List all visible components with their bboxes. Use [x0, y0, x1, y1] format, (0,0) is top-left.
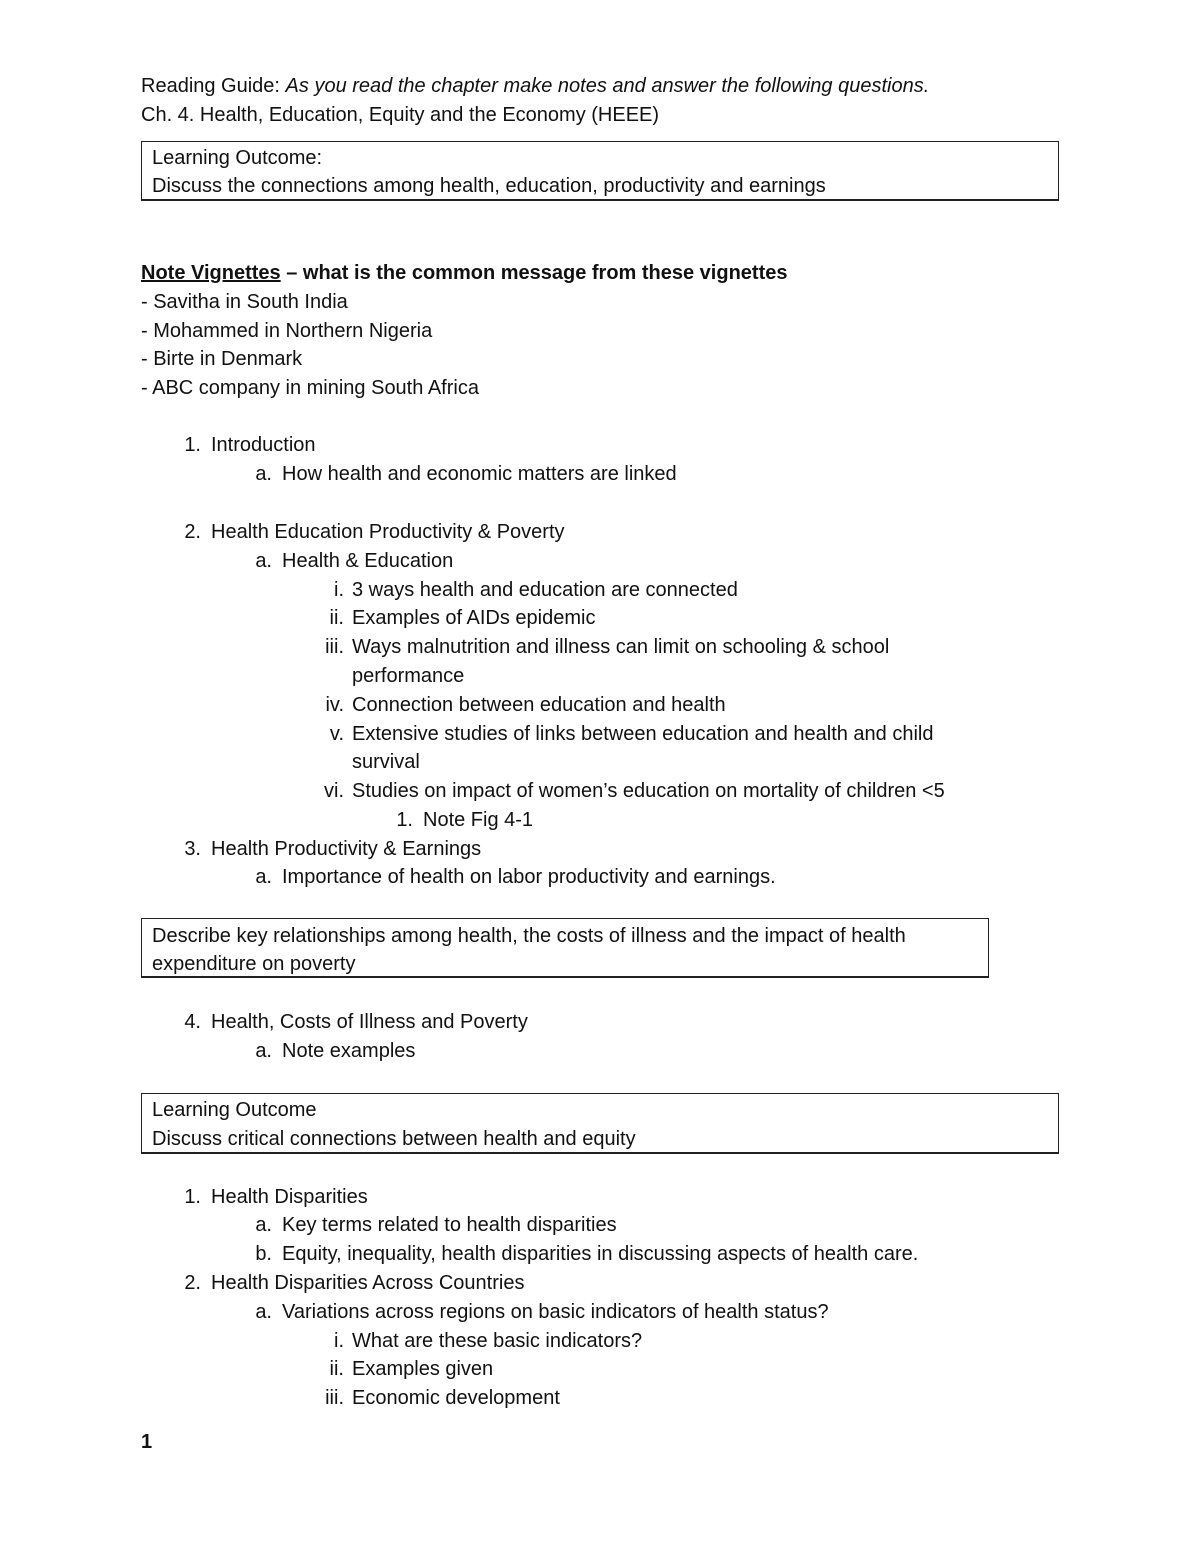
learning-outcome-box-2 — [141, 918, 989, 978]
chapter-title: Ch. 4. Health, Education, Equity and the Economy (HEEE) — [141, 104, 660, 126]
outcome-1-text: Discuss the connections among health, education, productivity and earnings — [152, 175, 826, 197]
list-item: 4. Health, Costs of Illness and Poverty — [184, 1011, 528, 1033]
outcome-2-line-2: expenditure on poverty — [152, 953, 356, 975]
outcome-3-text: Discuss critical connections between health and equity — [152, 1128, 636, 1150]
vignettes-heading — [141, 261, 788, 285]
list-item: b. Equity, inequality, health disparities in discussing aspects of health care. — [255, 1243, 919, 1265]
learning-outcome-box-1 — [141, 141, 1059, 201]
vignettes-heading-rest: – what is the common message from these vignettes — [280, 262, 788, 284]
list-item: i. 3 ways health and education are connected — [334, 579, 738, 601]
learning-outcome-box-3 — [141, 1093, 1059, 1154]
list-item: 1. Note Fig 4-1 — [396, 809, 534, 831]
list-item: 3. Health Productivity & Earnings — [184, 838, 482, 860]
list-item: a. Variations across regions on basic indicators of health status? — [255, 1301, 829, 1323]
vignette-item: - ABC company in mining South Africa — [141, 377, 479, 399]
vignette-item: - Birte in Denmark — [141, 348, 303, 370]
list-item: ii. Examples of AIDs epidemic — [329, 607, 596, 629]
outcome-1-title: Learning Outcome: — [152, 147, 323, 169]
vignette-item: - Mohammed in Northern Nigeria — [141, 320, 433, 342]
reading-guide-line — [141, 74, 929, 98]
guide-instruction: As you read the chapter make notes and answer the following questions. — [285, 75, 930, 97]
outcome-2-line-1: Describe key relationships among health, the costs of illness and the impact of health — [152, 925, 906, 947]
list-item: 1. Introduction — [184, 434, 316, 456]
outcome-3-title: Learning Outcome — [152, 1099, 317, 1121]
list-item: i. What are these basic indicators? — [334, 1330, 643, 1352]
list-item: a. Health & Education — [255, 550, 454, 572]
list-item: iii. Economic development — [325, 1387, 560, 1409]
list-item: vi. Studies on impact of women’s education on mortality of children <5 — [324, 780, 945, 802]
list-item: 2. Health Disparities Across Countries — [184, 1272, 525, 1294]
list-item: ii. Examples given — [329, 1358, 494, 1380]
list-item: v. Extensive studies of links between education and health and child — [329, 723, 934, 745]
vignettes-heading-underlined: Note Vignettes — [141, 262, 281, 284]
list-item: a. Note examples — [255, 1040, 416, 1062]
guide-label: Reading Guide: — [141, 75, 280, 97]
list-item: 2. Health Education Productivity & Poverty — [184, 521, 565, 543]
list-item-continuation: survival — [352, 751, 420, 773]
list-item: a. How health and economic matters are linked — [255, 463, 677, 485]
list-item: a. Importance of health on labor productivity and earnings. — [255, 866, 776, 888]
list-item: a. Key terms related to health disparities — [255, 1214, 617, 1236]
list-item-continuation: performance — [352, 665, 465, 687]
vignette-item: - Savitha in South India — [141, 291, 348, 313]
list-item: iii. Ways malnutrition and illness can limit on schooling & school — [325, 636, 890, 658]
list-item: 1. Health Disparities — [184, 1186, 368, 1208]
list-item: iv. Connection between education and health — [325, 694, 726, 716]
page-number: 1 — [141, 1431, 153, 1453]
